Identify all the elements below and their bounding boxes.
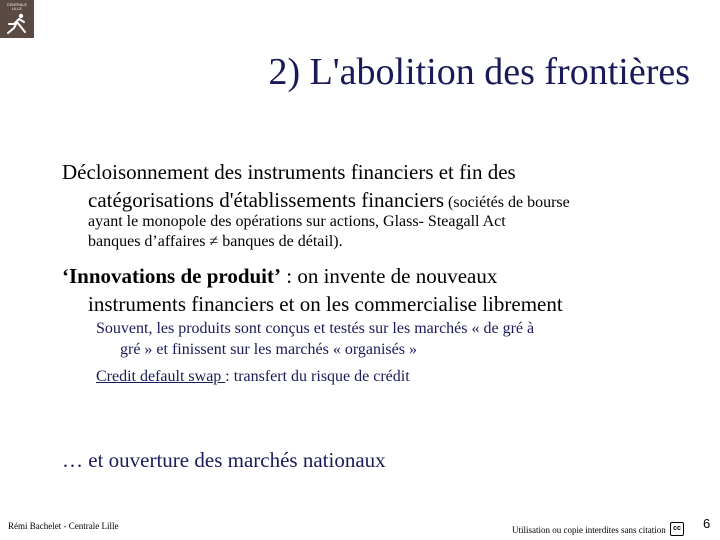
bullet-decloisonnement: [62, 158, 672, 217]
sub-bullet-cds: [96, 366, 696, 387]
p1-line3: ayant le monopole des opérations sur actions, Glass- Steagall Act: [88, 213, 506, 230]
page-number: 6: [703, 516, 711, 531]
logo-text: CENTRALE LILLE: [7, 3, 27, 11]
p3-line1: Souvent, les produits sont conçus et testés sur les marchés « de gré à: [96, 320, 535, 337]
school-logo: [0, 0, 34, 38]
p2-bold: ‘Innovations de produit’: [62, 264, 282, 288]
sub-bullet-gre-a-gre: [96, 318, 696, 360]
creative-commons-icon: cc: [670, 522, 684, 536]
p2-line1-rest: : on invente de nouveaux: [281, 264, 498, 288]
runner-icon: [5, 13, 29, 35]
footer-author: Rémi Bachelet - Centrale Lille: [8, 521, 119, 531]
p1-line1: Décloisonnement des instruments financiers et fin des: [62, 160, 516, 184]
cds-link[interactable]: Credit default swap: [96, 368, 226, 385]
p1-line2-small: (sociétés de bourse: [444, 194, 570, 211]
slide-title: 2) L'abolition des frontières: [268, 51, 690, 93]
p4-rest: : transfert du risque de crédit: [225, 368, 410, 385]
p1-line4: banques d’affaires ≠ banques de détail).: [88, 233, 343, 250]
p3-line2: gré » et finissent sur les marchés « organisés »: [120, 341, 417, 358]
p2-line1-wrap: [62, 262, 682, 290]
bullet-decloisonnement-detail: [88, 212, 688, 252]
bullet-innovations: [62, 262, 682, 318]
p2-line2: instruments financiers et on les commercialise librement: [88, 292, 563, 316]
p1-line2: catégorisations d'établissements financiers: [88, 188, 445, 212]
bullet-ouverture: … et ouverture des marchés nationaux: [62, 448, 386, 472]
footer-copyright: Utilisation ou copie interdites sans citation: [512, 525, 666, 535]
